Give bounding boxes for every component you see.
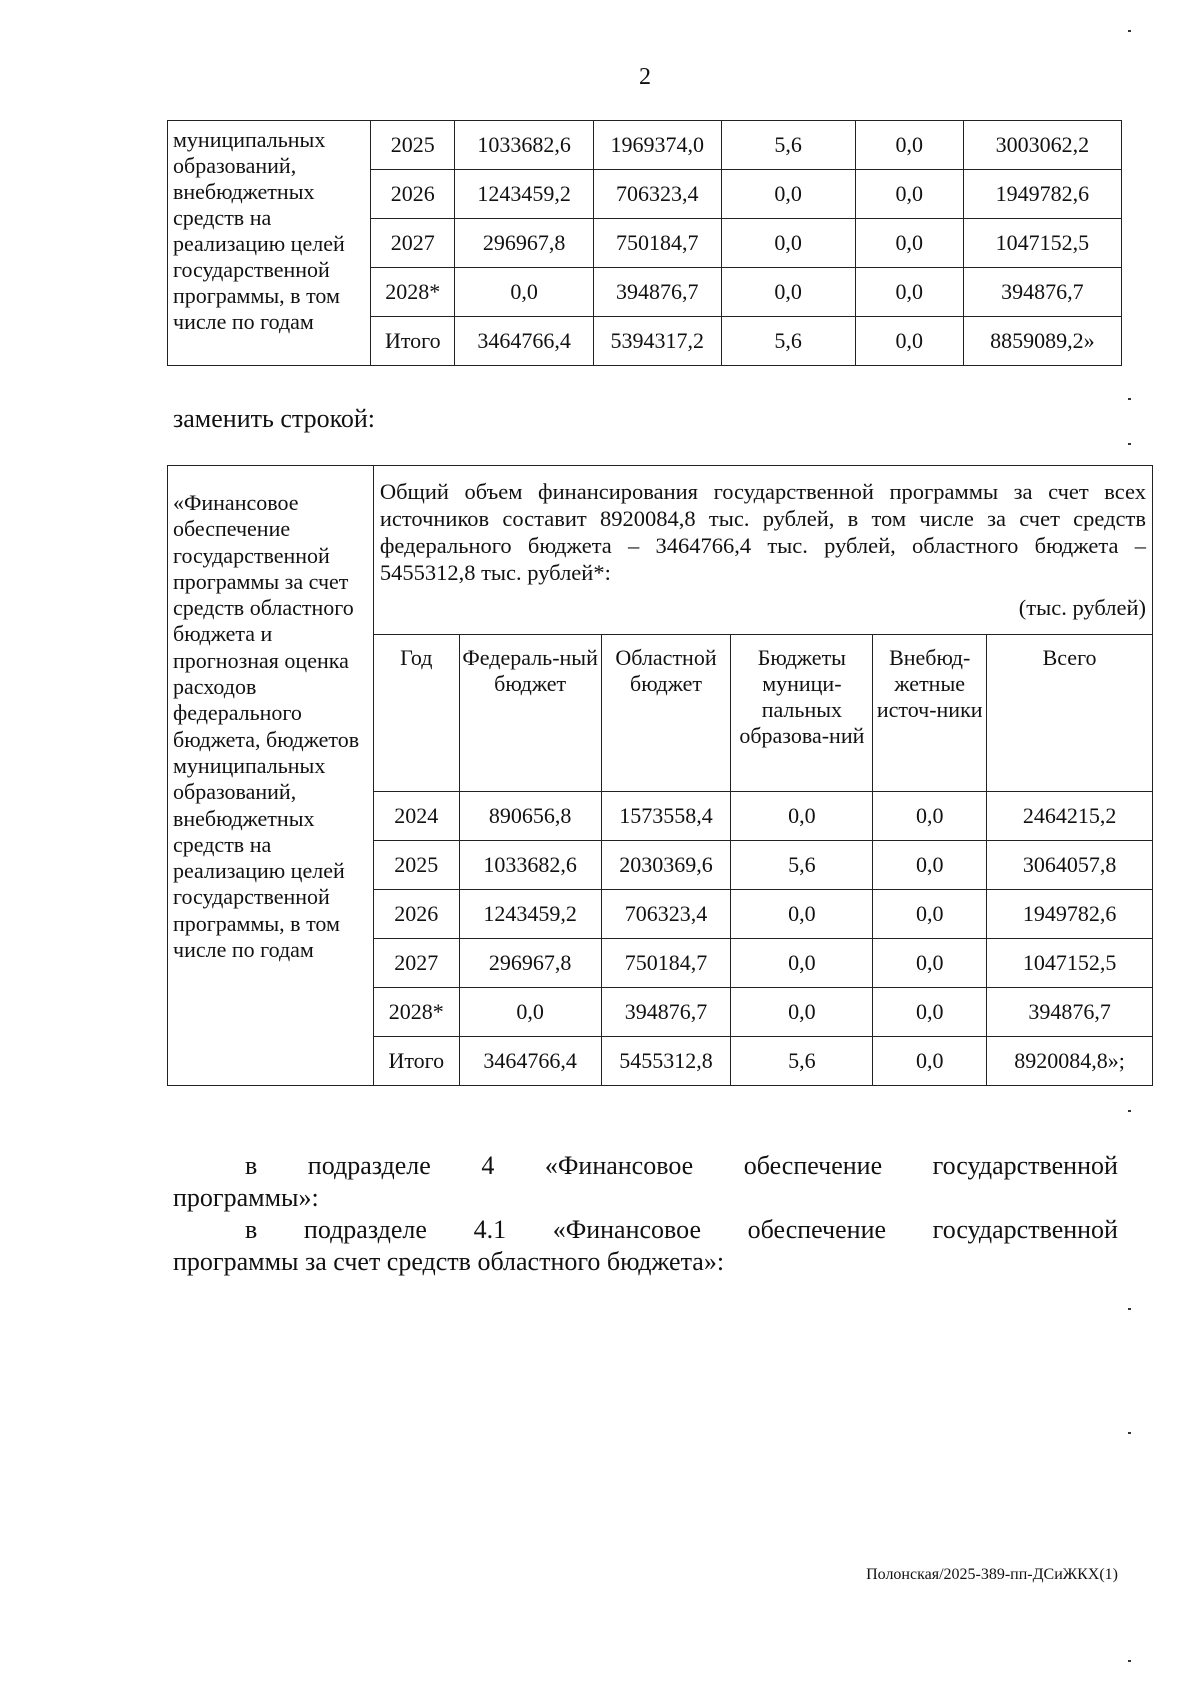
cell-municipal: 5,6 [721, 317, 855, 366]
cell-municipal: 0,0 [721, 268, 855, 317]
cell-extrabudget: 0,0 [873, 890, 987, 939]
cell-extrabudget: 0,0 [873, 841, 987, 890]
new-funding-table [167, 465, 1153, 1086]
cell-year: 2027 [371, 219, 455, 268]
cell-total: 3064057,8 [987, 841, 1153, 890]
cell-regional: 706323,4 [601, 890, 731, 939]
cell-year: Итого [371, 317, 455, 366]
cell-year: 2028* [371, 268, 455, 317]
cell-total: 394876,7 [987, 988, 1153, 1037]
table-row [168, 121, 1122, 170]
funding-summary [373, 466, 1152, 635]
cell-extrabudget: 0,0 [855, 121, 963, 170]
cell-regional: 5394317,2 [593, 317, 721, 366]
paragraph-word: в [245, 1151, 258, 1180]
cell-year: 2025 [371, 121, 455, 170]
paragraph-word: «Финансовое [544, 1151, 694, 1180]
paragraph-word: государственной [932, 1151, 1118, 1180]
cell-municipal: 5,6 [731, 1037, 873, 1086]
cell-regional: 394876,7 [593, 268, 721, 317]
cell-federal: 1243459,2 [455, 170, 594, 219]
replace-instruction: заменить строкой: [173, 404, 376, 433]
cell-extrabudget: 0,0 [873, 1037, 987, 1086]
header-extrabudget: Внебюд-жетные источ-ники [873, 635, 987, 792]
cell-extrabudget: 0,0 [855, 317, 963, 366]
cell-year: 2025 [373, 841, 459, 890]
cell-federal: 1033682,6 [459, 841, 601, 890]
cell-federal: 3464766,4 [459, 1037, 601, 1086]
cell-year: 2026 [371, 170, 455, 219]
scan-mark [1128, 443, 1131, 445]
cell-regional: 394876,7 [601, 988, 731, 1037]
cell-federal: 296967,8 [455, 219, 594, 268]
cell-total: 8859089,2» [963, 317, 1121, 366]
cell-regional: 1573558,4 [601, 792, 731, 841]
cell-total: 3003062,2 [963, 121, 1121, 170]
paragraph-word: государственной [932, 1215, 1118, 1244]
cell-regional: 750184,7 [593, 219, 721, 268]
summary-text: Общий объем финансирования государственной программы за счет всех источников составит 8920084,8 тыс. рублей, в том числе за счет средств федерального бюджета – 3464766,4 тыс. рублей, областного бюджета – 5455312,8 тыс. рублей*: [379, 479, 1146, 585]
paragraph-word: 4 [481, 1151, 495, 1180]
cell-municipal: 0,0 [731, 792, 873, 841]
scan-mark [1128, 1110, 1131, 1112]
header-federal: Федераль-ный бюджет [459, 635, 601, 792]
header-total: Всего [987, 635, 1153, 792]
cell-total: 1047152,5 [987, 939, 1153, 988]
paragraph-subsection-4 [173, 1150, 1118, 1214]
new-table-row-label: «Финансовое обеспечение государственной программы за счет средств областного бюджета и прогнозная оценка расходов федерального бюджета, бюджетов муниципальных образований, внебюджетных средств на реализацию целей государственной программы, в том числе по годам [168, 466, 374, 1086]
cell-total: 8920084,8»; [987, 1037, 1153, 1086]
cell-federal: 1033682,6 [455, 121, 594, 170]
cell-municipal: 0,0 [731, 890, 873, 939]
cell-regional: 2030369,6 [601, 841, 731, 890]
cell-extrabudget: 0,0 [855, 268, 963, 317]
scan-mark [1128, 30, 1131, 32]
cell-federal: 890656,8 [459, 792, 601, 841]
cell-regional: 750184,7 [601, 939, 731, 988]
cell-federal: 1243459,2 [459, 890, 601, 939]
cell-year: Итого [373, 1037, 459, 1086]
cell-total: 394876,7 [963, 268, 1121, 317]
cell-municipal: 0,0 [721, 219, 855, 268]
paragraph-line: программы за счет средств областного бюджета»: [173, 1247, 725, 1276]
top-funding-table [167, 120, 1122, 366]
scan-mark [1128, 1432, 1131, 1434]
cell-total: 1047152,5 [963, 219, 1121, 268]
cell-municipal: 0,0 [721, 170, 855, 219]
cell-municipal: 5,6 [721, 121, 855, 170]
paragraph-subsection-4-1 [173, 1214, 1118, 1278]
page-number: 2 [639, 64, 651, 90]
document-footer: Полонская/2025-389-пп-ДСиЖКХ(1) [866, 1566, 1118, 1583]
cell-regional: 1969374,0 [593, 121, 721, 170]
scan-mark [1128, 398, 1131, 400]
cell-municipal: 0,0 [731, 988, 873, 1037]
paragraph-word: обеспечение [743, 1151, 883, 1180]
cell-year: 2028* [373, 988, 459, 1037]
header-regional: Областной бюджет [601, 635, 731, 792]
paragraph-word: «Финансовое [552, 1215, 702, 1244]
cell-regional: 706323,4 [593, 170, 721, 219]
header-municipal: Бюджеты муници-пальных образова-ний [731, 635, 873, 792]
cell-federal: 296967,8 [459, 939, 601, 988]
cell-total: 1949782,6 [987, 890, 1153, 939]
cell-extrabudget: 0,0 [873, 988, 987, 1037]
cell-federal: 3464766,4 [455, 317, 594, 366]
cell-federal: 0,0 [455, 268, 594, 317]
cell-extrabudget: 0,0 [873, 939, 987, 988]
cell-year: 2027 [373, 939, 459, 988]
paragraph-word: подразделе [307, 1151, 431, 1180]
cell-total: 1949782,6 [963, 170, 1121, 219]
cell-municipal: 0,0 [731, 939, 873, 988]
cell-extrabudget: 0,0 [855, 219, 963, 268]
header-year: Год [373, 635, 459, 792]
paragraph-line: программы»: [173, 1183, 319, 1212]
cell-year: 2026 [373, 890, 459, 939]
paragraph-word: обеспечение [747, 1215, 887, 1244]
cell-municipal: 5,6 [731, 841, 873, 890]
scan-mark [1128, 1660, 1131, 1662]
cell-total: 2464215,2 [987, 792, 1153, 841]
cell-extrabudget: 0,0 [855, 170, 963, 219]
cell-extrabudget: 0,0 [873, 792, 987, 841]
scan-mark [1128, 1308, 1131, 1310]
cell-regional: 5455312,8 [601, 1037, 731, 1086]
paragraph-word: подразделе [303, 1215, 427, 1244]
cell-federal: 0,0 [459, 988, 601, 1037]
top-table-row-label: муниципальных образований, внебюджетных средств на реализацию целей государственной программы, в том числе по годам [168, 121, 371, 366]
units-label: (тыс. рублей) [1018, 595, 1146, 620]
paragraph-word: в [245, 1215, 258, 1244]
cell-year: 2024 [373, 792, 459, 841]
paragraph-word: 4.1 [473, 1215, 507, 1244]
